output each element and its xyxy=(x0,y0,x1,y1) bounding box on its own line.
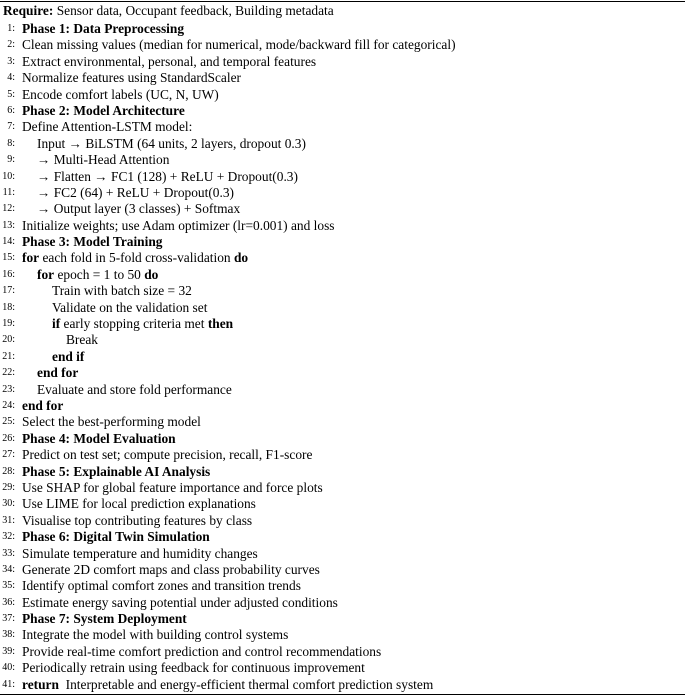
algorithm-line xyxy=(0,70,685,86)
line-text xyxy=(22,414,201,430)
algorithm-line xyxy=(0,660,685,676)
algorithm-line xyxy=(0,169,685,185)
keyword: if xyxy=(52,316,61,332)
line-number: 35: xyxy=(2,580,15,592)
algorithm-line xyxy=(0,54,685,70)
statement-text: Train with batch size = 32 xyxy=(52,283,192,299)
statement-text: Evaluate and store fold performance xyxy=(37,381,232,397)
statement-text: Visualise top contributing features by class xyxy=(22,512,253,528)
algorithm-line xyxy=(0,185,685,201)
algorithm-line xyxy=(0,103,685,119)
line-text xyxy=(37,152,169,168)
line-text xyxy=(37,201,240,217)
statement-text: → Output layer (3 classes) + Softmax xyxy=(37,201,241,217)
statement-text: early stopping criteria met xyxy=(60,316,208,332)
line-number: 15: xyxy=(2,252,15,264)
line-number: 8: xyxy=(7,137,15,149)
require-text: Sensor data, Occupant feedback, Building metadata xyxy=(56,3,334,18)
line-text xyxy=(37,136,306,152)
algorithm-line xyxy=(0,529,685,545)
require-label: Require: xyxy=(3,3,54,18)
statement-text: Provide real-time comfort prediction and control recommendations xyxy=(22,643,382,659)
line-number: 22: xyxy=(2,367,15,379)
statement-text: Interpretable and energy-efficient thermal comfort prediction system xyxy=(58,676,434,692)
algorithm-line xyxy=(0,234,685,250)
keyword: for xyxy=(22,250,40,266)
line-number: 19: xyxy=(2,318,15,330)
statement-text: Simulate temperature and humidity changes xyxy=(22,545,258,561)
algorithm-line xyxy=(0,136,685,152)
statement-text: Validate on the validation set xyxy=(52,299,208,315)
statement-text: Estimate energy saving potential under adjusted conditions xyxy=(22,594,338,610)
keyword: Phase 6: Digital Twin Simulation xyxy=(22,529,210,545)
line-number: 36: xyxy=(2,596,15,608)
algorithm-line xyxy=(0,283,685,299)
keyword: do xyxy=(144,266,159,282)
top-rule xyxy=(0,1,685,2)
statement-text: Predict on test set; compute precision, recall, F1-score xyxy=(22,447,313,463)
statement-text: → Flatten → FC1 (128) + ReLU + Dropout(0.3) xyxy=(37,168,298,184)
algorithm-line xyxy=(0,464,685,480)
statement-text: Use LIME for local prediction explanations xyxy=(22,496,256,512)
line-number: 5: xyxy=(7,88,15,100)
algorithm-line xyxy=(0,496,685,512)
line-number: 16: xyxy=(2,268,15,280)
line-text xyxy=(22,398,63,414)
statement-text: Normalize features using StandardScaler xyxy=(22,70,242,86)
statement-text: Identify optimal comfort zones and transition trends xyxy=(22,578,301,594)
statement-text: Select the best-performing model xyxy=(22,414,201,430)
line-text xyxy=(22,464,210,480)
line-number: 33: xyxy=(2,547,15,559)
statement-text: Input → BiLSTM (64 units, 2 layers, dropout 0.3) xyxy=(37,135,306,151)
keyword: then xyxy=(207,316,234,332)
statement-text: Break xyxy=(66,332,98,348)
line-number: 39: xyxy=(2,645,15,657)
algorithm-line xyxy=(0,414,685,430)
algorithm-line xyxy=(0,546,685,562)
keyword: Phase 7: System Deployment xyxy=(22,611,187,627)
algorithm-line xyxy=(0,250,685,266)
algorithm-line xyxy=(0,513,685,529)
line-number: 21: xyxy=(2,350,15,362)
algorithm-line xyxy=(0,316,685,332)
keyword: Phase 4: Model Evaluation xyxy=(22,430,176,446)
keyword: for xyxy=(37,266,55,282)
algorithm-line xyxy=(0,87,685,103)
algorithm-line xyxy=(0,152,685,168)
algorithm-line xyxy=(0,267,685,283)
bottom-rule xyxy=(0,694,685,695)
line-number: 18: xyxy=(2,301,15,313)
line-number: 30: xyxy=(2,498,15,510)
algorithm-line xyxy=(0,349,685,365)
line-text xyxy=(22,54,316,70)
line-number: 14: xyxy=(2,236,15,248)
line-number: 6: xyxy=(7,104,15,116)
algorithm-line xyxy=(0,382,685,398)
keyword: Phase 5: Explainable AI Analysis xyxy=(22,463,211,479)
line-text xyxy=(22,644,381,660)
line-number: 27: xyxy=(2,449,15,461)
line-number: 2: xyxy=(7,39,15,51)
line-number: 23: xyxy=(2,383,15,395)
line-text xyxy=(22,250,248,266)
statement-text: → Multi-Head Attention xyxy=(37,152,170,168)
statement-text: Periodically retrain using feedback for continuous improvement xyxy=(22,660,365,676)
line-text xyxy=(37,365,78,381)
statement-text: Encode comfort labels (UC, N, UW) xyxy=(22,86,219,102)
line-number: 7: xyxy=(7,121,15,133)
line-text xyxy=(22,119,192,135)
line-number: 12: xyxy=(2,203,15,215)
line-number: 20: xyxy=(2,334,15,346)
line-number: 10: xyxy=(2,170,15,182)
algorithm-lines xyxy=(0,21,685,693)
line-text xyxy=(22,496,256,512)
line-text xyxy=(22,103,185,119)
algorithm-line xyxy=(0,611,685,627)
line-text xyxy=(22,611,187,627)
keyword: return xyxy=(22,676,59,692)
statement-text: each fold in 5-fold cross-validation xyxy=(39,250,234,266)
algorithm-line xyxy=(0,595,685,611)
line-text xyxy=(22,660,365,676)
line-text xyxy=(22,627,288,643)
statement-text: → FC2 (64) + ReLU + Dropout(0.3) xyxy=(37,184,234,200)
line-number: 26: xyxy=(2,432,15,444)
line-text xyxy=(22,21,184,37)
line-text xyxy=(37,169,298,185)
line-text xyxy=(22,529,210,545)
statement-text: Clean missing values (median for numerical, mode/backward fill for categorical) xyxy=(22,37,456,53)
line-text xyxy=(22,677,433,693)
line-text xyxy=(22,87,219,103)
algorithm-line xyxy=(0,201,685,217)
line-number: 1: xyxy=(7,23,15,34)
statement-text: Extract environmental, personal, and temporal features xyxy=(22,53,317,69)
line-text xyxy=(22,218,335,234)
line-text xyxy=(22,37,456,53)
line-number: 13: xyxy=(2,219,15,231)
line-text xyxy=(22,431,176,447)
line-number: 29: xyxy=(2,481,15,493)
line-text xyxy=(37,185,234,201)
algorithm-line xyxy=(0,562,685,578)
line-text xyxy=(52,283,192,299)
line-number: 37: xyxy=(2,613,15,625)
line-number: 41: xyxy=(2,678,15,690)
line-text xyxy=(52,316,233,332)
line-text xyxy=(22,578,301,594)
line-number: 28: xyxy=(2,465,15,477)
algorithm-line xyxy=(0,644,685,660)
algorithm-line xyxy=(0,332,685,348)
keyword: end if xyxy=(52,348,85,364)
algorithm-line xyxy=(0,365,685,381)
line-number: 3: xyxy=(7,55,15,67)
line-number: 34: xyxy=(2,563,15,575)
line-text xyxy=(22,513,252,529)
statement-text: Use SHAP for global feature importance and force plots xyxy=(22,479,323,495)
line-text xyxy=(22,562,320,578)
line-number: 4: xyxy=(7,72,15,84)
algorithm-line xyxy=(0,480,685,496)
line-number: 32: xyxy=(2,531,15,543)
keyword: end for xyxy=(22,397,64,413)
line-number: 38: xyxy=(2,629,15,641)
statement-text: Integrate the model with building control systems xyxy=(22,627,289,643)
statement-text: epoch = 1 to 50 xyxy=(54,266,145,282)
line-text xyxy=(52,300,207,316)
statement-text: Define Attention-LSTM model: xyxy=(22,119,193,135)
line-number: 11: xyxy=(2,186,15,198)
algorithm-line xyxy=(0,447,685,463)
line-text xyxy=(66,332,98,348)
line-text xyxy=(22,595,338,611)
line-text xyxy=(22,70,241,86)
algorithm-line xyxy=(0,37,685,53)
line-text xyxy=(22,480,323,496)
algorithm-line xyxy=(0,627,685,643)
line-text xyxy=(37,267,158,283)
keyword: Phase 3: Model Training xyxy=(22,234,163,250)
keyword: end for xyxy=(37,365,79,381)
line-number: 24: xyxy=(2,399,15,411)
line-number: 31: xyxy=(2,514,15,526)
line-number: 17: xyxy=(2,285,15,297)
statement-text: Generate 2D comfort maps and class probability curves xyxy=(22,561,320,577)
algorithm-line xyxy=(0,21,685,37)
statement-text: Initialize weights; use Adam optimizer (lr=0.001) and loss xyxy=(22,217,335,233)
keyword: Phase 1: Data Preprocessing xyxy=(22,21,185,36)
line-number: 25: xyxy=(2,416,15,428)
algorithm-line xyxy=(0,677,685,693)
line-text xyxy=(37,382,232,398)
algorithm-line xyxy=(0,119,685,135)
keyword: do xyxy=(233,250,249,266)
algorithm-line xyxy=(0,578,685,594)
line-text xyxy=(22,234,162,250)
line-text xyxy=(52,349,84,365)
line-text xyxy=(22,546,258,562)
line-number: 9: xyxy=(7,154,15,166)
algorithm-line xyxy=(0,218,685,234)
algorithm-line xyxy=(0,398,685,414)
require-line xyxy=(3,3,334,19)
line-text xyxy=(22,447,312,463)
line-number: 40: xyxy=(2,662,15,674)
algorithm-line xyxy=(0,431,685,447)
keyword: Phase 2: Model Architecture xyxy=(22,102,185,118)
algorithm-line xyxy=(0,300,685,316)
